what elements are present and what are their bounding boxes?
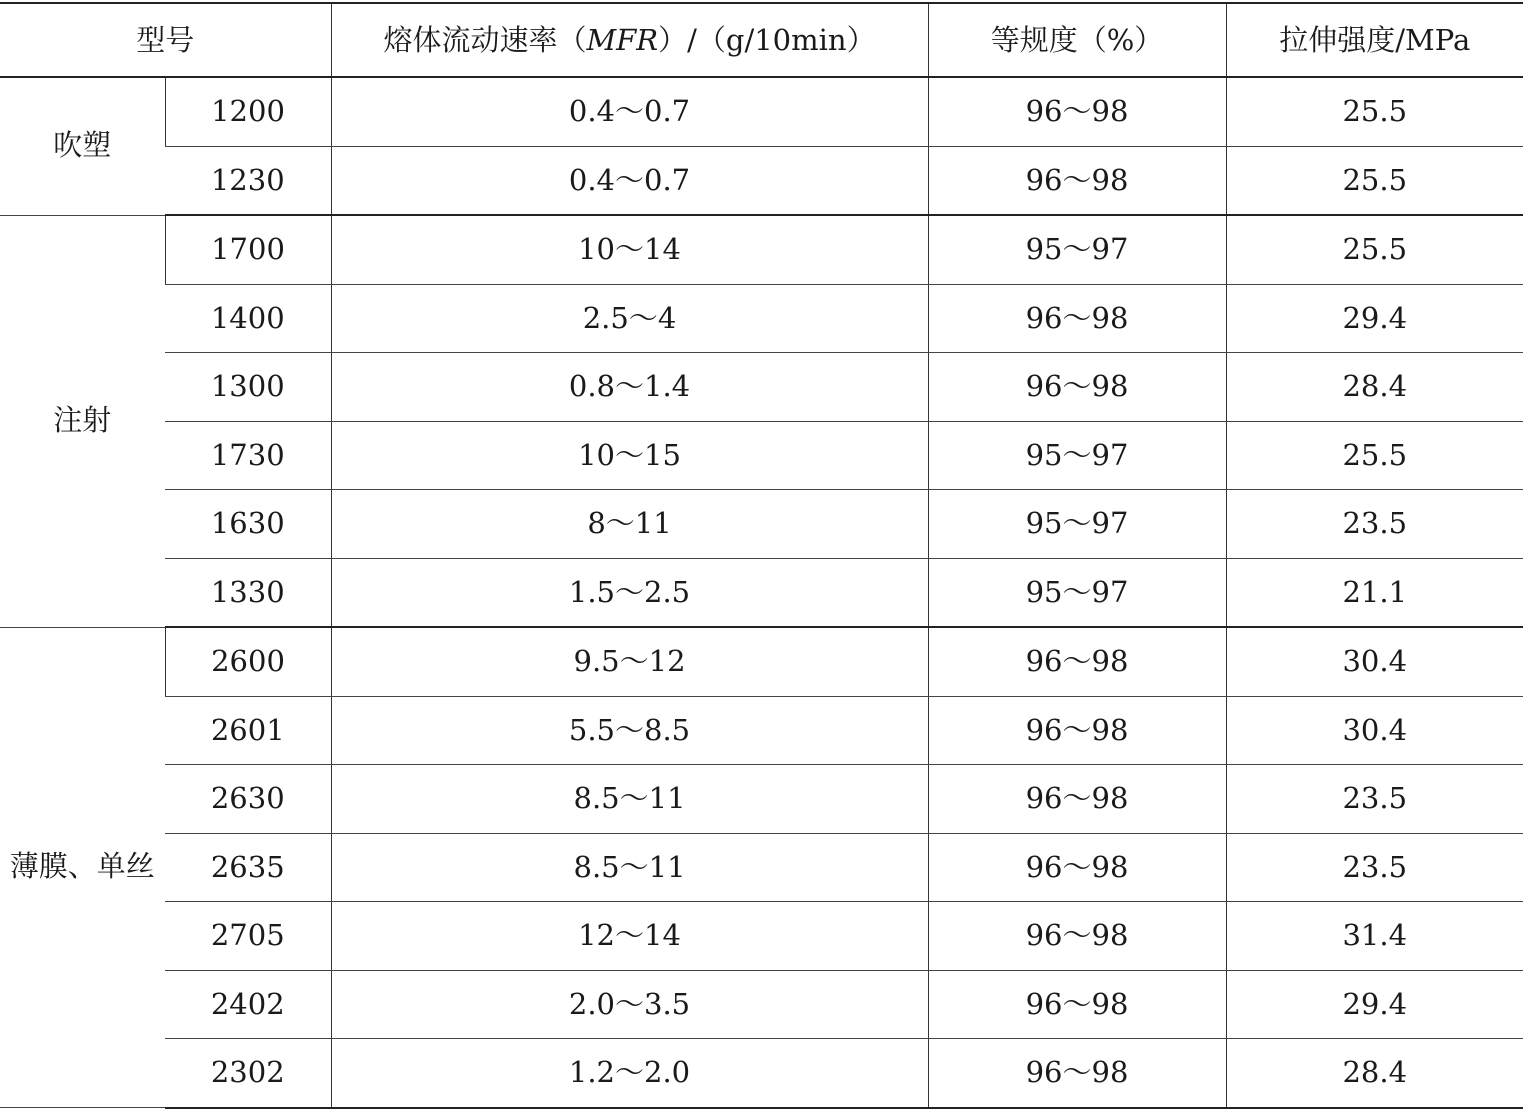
model-cell: 2635 xyxy=(165,833,331,902)
header-isotacticity: 等规度（%） xyxy=(928,3,1226,77)
table-row xyxy=(0,558,1523,627)
melt-flow-rate-cell: 9.5～12 xyxy=(331,627,928,696)
table-row xyxy=(0,765,1523,834)
table-row xyxy=(0,970,1523,1039)
tensile-strength-cell: 28.4 xyxy=(1226,353,1523,422)
tensile-strength-cell: 25.5 xyxy=(1226,146,1523,215)
category-cell: 注射 xyxy=(0,215,165,627)
melt-flow-rate-cell: 5.5～8.5 xyxy=(331,696,928,765)
model-cell: 2402 xyxy=(165,970,331,1039)
tensile-strength-cell: 21.1 xyxy=(1226,558,1523,627)
melt-flow-rate-cell: 8～11 xyxy=(331,490,928,559)
header-mfr-abbrev: MFR xyxy=(586,22,659,57)
isotacticity-cell: 95～97 xyxy=(928,421,1226,490)
table-row xyxy=(0,627,1523,696)
model-cell: 2601 xyxy=(165,696,331,765)
isotacticity-cell: 96～98 xyxy=(928,902,1226,971)
melt-flow-rate-cell: 0.4～0.7 xyxy=(331,146,928,215)
header-model: 型号 xyxy=(0,3,331,77)
isotacticity-cell: 96～98 xyxy=(928,353,1226,422)
isotacticity-cell: 96～98 xyxy=(928,627,1226,696)
model-cell: 1230 xyxy=(165,146,331,215)
table-row xyxy=(0,1039,1523,1108)
table-body xyxy=(0,77,1523,1108)
isotacticity-cell: 95～97 xyxy=(928,215,1226,284)
melt-flow-rate-cell: 12～14 xyxy=(331,902,928,971)
table-row xyxy=(0,902,1523,971)
tensile-strength-cell: 29.4 xyxy=(1226,970,1523,1039)
isotacticity-cell: 96～98 xyxy=(928,765,1226,834)
model-cell: 2600 xyxy=(165,627,331,696)
model-cell: 1200 xyxy=(165,77,331,146)
tensile-strength-cell: 23.5 xyxy=(1226,833,1523,902)
header-mfr-prefix: 熔体流动速率（ xyxy=(383,22,587,57)
model-cell: 2630 xyxy=(165,765,331,834)
isotacticity-cell: 96～98 xyxy=(928,284,1226,353)
melt-flow-rate-cell: 1.2～2.0 xyxy=(331,1039,928,1108)
tensile-strength-cell: 25.5 xyxy=(1226,77,1523,146)
tensile-strength-cell: 31.4 xyxy=(1226,902,1523,971)
isotacticity-cell: 96～98 xyxy=(928,77,1226,146)
header-row xyxy=(0,3,1523,77)
table-row xyxy=(0,833,1523,902)
model-cell: 1730 xyxy=(165,421,331,490)
header-mfr-suffix: ）/（g/10min） xyxy=(658,22,876,57)
tensile-strength-cell: 30.4 xyxy=(1226,696,1523,765)
isotacticity-cell: 96～98 xyxy=(928,970,1226,1039)
tensile-strength-cell: 23.5 xyxy=(1226,765,1523,834)
polypropylene-grade-table xyxy=(0,2,1523,1109)
tensile-strength-cell: 25.5 xyxy=(1226,215,1523,284)
header-tensile-strength: 拉伸强度/MPa xyxy=(1226,3,1523,77)
melt-flow-rate-cell: 10～14 xyxy=(331,215,928,284)
melt-flow-rate-cell: 10～15 xyxy=(331,421,928,490)
tensile-strength-cell: 29.4 xyxy=(1226,284,1523,353)
melt-flow-rate-cell: 8.5～11 xyxy=(331,765,928,834)
model-cell: 1700 xyxy=(165,215,331,284)
isotacticity-cell: 96～98 xyxy=(928,1039,1226,1108)
melt-flow-rate-cell: 8.5～11 xyxy=(331,833,928,902)
category-cell: 薄膜、单丝 xyxy=(0,627,165,1108)
isotacticity-cell: 96～98 xyxy=(928,696,1226,765)
melt-flow-rate-cell: 2.5～4 xyxy=(331,284,928,353)
melt-flow-rate-cell: 0.8～1.4 xyxy=(331,353,928,422)
isotacticity-cell: 95～97 xyxy=(928,490,1226,559)
category-cell: 吹塑 xyxy=(0,77,165,215)
table-row xyxy=(0,490,1523,559)
table-row xyxy=(0,77,1523,146)
isotacticity-cell: 95～97 xyxy=(928,558,1226,627)
header-melt-flow-rate xyxy=(331,3,928,77)
melt-flow-rate-cell: 0.4～0.7 xyxy=(331,77,928,146)
table-row xyxy=(0,696,1523,765)
melt-flow-rate-cell: 1.5～2.5 xyxy=(331,558,928,627)
model-cell: 1630 xyxy=(165,490,331,559)
isotacticity-cell: 96～98 xyxy=(928,833,1226,902)
model-cell: 1300 xyxy=(165,353,331,422)
tensile-strength-cell: 25.5 xyxy=(1226,421,1523,490)
tensile-strength-cell: 23.5 xyxy=(1226,490,1523,559)
table-row xyxy=(0,421,1523,490)
model-cell: 1330 xyxy=(165,558,331,627)
tensile-strength-cell: 30.4 xyxy=(1226,627,1523,696)
model-cell: 2705 xyxy=(165,902,331,971)
isotacticity-cell: 96～98 xyxy=(928,146,1226,215)
tensile-strength-cell: 28.4 xyxy=(1226,1039,1523,1108)
model-cell: 2302 xyxy=(165,1039,331,1108)
table-row xyxy=(0,353,1523,422)
model-cell: 1400 xyxy=(165,284,331,353)
table-row xyxy=(0,284,1523,353)
table-row xyxy=(0,146,1523,215)
melt-flow-rate-cell: 2.0～3.5 xyxy=(331,970,928,1039)
table-row xyxy=(0,215,1523,284)
